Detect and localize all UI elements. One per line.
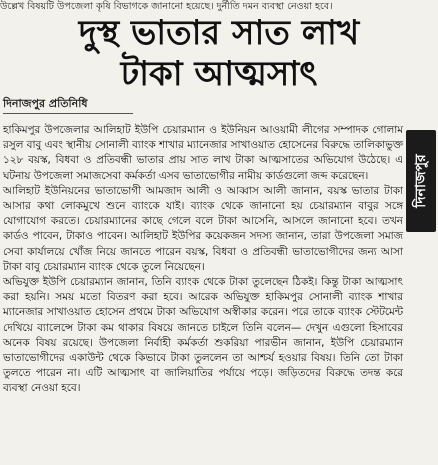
article-paragraph: আলিহাট ইউনিয়নের ভাতাভোগী আমজাদ আলী ও আব্বাস আলী জানান, বয়স্ক ভাতার টাকা আসার কথা লোকমুখে শুনে ব্যাংকে যাই। ব্যাংক থেকে জানানো হয় চেয়ারম্যান বাবুর সঙ্গে যোগাযোগ করতে। চেয়ারম্যানের কাছে গেলে বলে টাকা আসেনি, আসলে জানানো হবে। তখন কার্ডও পাবেন, টাকাও পাবেন। আলিহাট ইউপির কয়েকজন সদস্য জানান, তারা উপজেলা সমাজ সেবা কার্যালয়ে খোঁজ নিয়ে জানতে পারেন বয়স্ক, বিধবা ও প্রতিবন্ধী ভাতাভোগীদের জন্য আসা টাকা বাবু চেয়ারম্যান ব্যাংক থেকে তুলে নিয়েছেন। — [3, 184, 403, 273]
previous-article-fragment: উল্লেখ বিষয়টি উপজেলা কৃষি বিভাগকে জানানো হয়েছে। দুর্নীতি দমন ব্যবস্থা নেওয়া হবে। — [0, 1, 333, 12]
byline: দিনাজপুর প্রতিনিধি — [3, 97, 88, 110]
article-paragraph: অভিযুক্ত ইউপি চেয়ারম্যান জানান, তিনি ব্যাংক থেকে টাকা তুলেছেন ঠিকই। কিন্তু টাকা আত্মসাৎ করা হয়নি। সময় মতো বিতরণ করা হবে। আরেক অভিযুক্ত হাকিমপুর সোনালী ব্যাংক শাখার ম্যানেজার সাখাওয়াত হোসেন প্রথমে টাকা অভিযোগ অস্বীকার করেন। পরে তাকে ব্যাংক স্টেটমেন্ট দেখিয়ে ব্যালেন্সে টাকা কম থাকার বিষয়ে জানতে চাইলে তিনি বলেন— দেখুন এগুলো হিসাবের অনেক বিষয় রয়েছে। উপজেলা নির্বাহী কর্মকর্তা শুকরিয়া পারভীন জানান, ইউপি চেয়ারম্যান ভাতাভোগীদের একাউন্ট থেকে কিভাবে টাকা তুললেন তা আশ্চর্য হওয়ার বিষয়। তিনি তো টাকা তুলতে পারেন না। এটি আত্মসাৎ বা জালিয়াতির পর্যায়ে পড়ে। জড়িতদের বিরুদ্ধে তদন্ত করে ব্যবস্থা নেওয়া হবে। — [3, 276, 403, 395]
article-headline — [0, 12, 438, 94]
article-body — [3, 123, 403, 397]
article-paragraph: হাকিমপুর উপজেলার আলিহাট ইউপি চেয়ারম্যান ও ইউনিয়ন আওয়ামী লীগের সম্পাদক গোলাম রসুল বাবু এবং স্থানীয় সোনালী ব্যাংক শাখার ম্যানেজার সাখাওয়াত হোসেনের বিরুদ্ধে তালিকাভুক্ত ১২৮ বয়স্ক, বিধবা ও প্রতিবন্ধী ভাতার প্রায় সাত লাখ টাকা আত্মসাতের অভিযোগ উঠেছে। এ ঘটনায় উপজেলা সমাজসেবা কর্মকর্তা এসব ভাতাভোগীর নামীয় কার্ডগুলো জব্দ করেছেন। — [3, 124, 403, 182]
headline-line-1: দুস্থ ভাতার সাত লাখ — [78, 13, 360, 53]
location-tag-label: দিনাজপুর — [413, 154, 430, 208]
headline-line-2: টাকা আত্মসাৎ — [120, 54, 318, 94]
location-tag — [406, 130, 436, 232]
byline-divider — [3, 113, 133, 114]
